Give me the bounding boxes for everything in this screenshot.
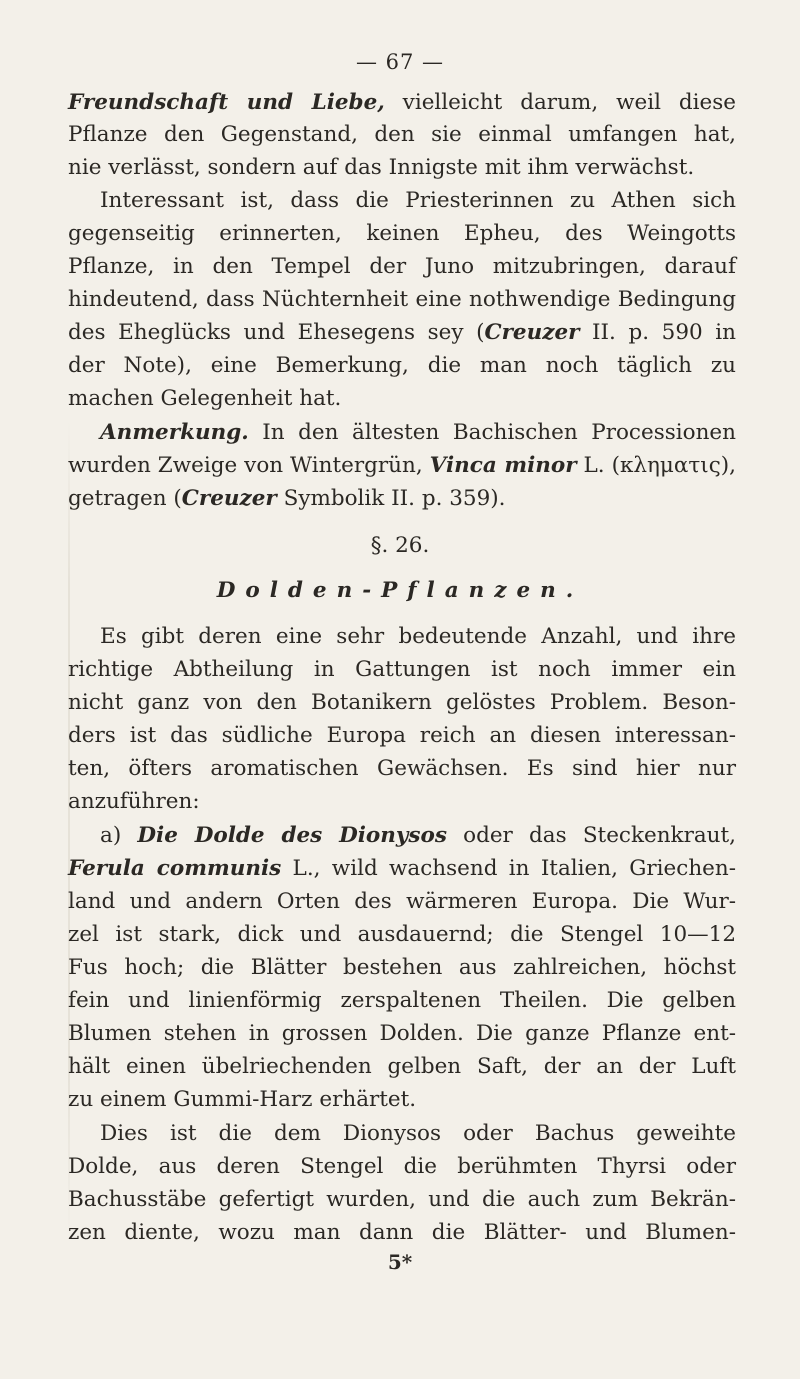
text-line: der Note), eine Bemerkung, die man noch täglich zu [68, 353, 736, 378]
text-line: richtige Abtheilung in Gattungen ist noch immer ein [68, 657, 736, 682]
text-line: Es gibt deren eine sehr bedeutende Anzahl, und ihre [100, 624, 736, 649]
text-line: ders ist das südliche Europa reich an diesen interessan- [68, 723, 736, 748]
section-title-text: Dolden-Pflanzen. [216, 578, 584, 603]
text-span: II. p. 590 in [579, 320, 737, 345]
text-span: L. (κληματις), [576, 453, 737, 478]
page-number: — 67 — [355, 50, 445, 74]
text-span: vielleicht darum, weil diese [384, 90, 737, 115]
text-line: zu einem Gummi-Harz erhärtet. [68, 1087, 417, 1112]
text-line: Dies ist die dem Dionysos oder Bachus geweihte [100, 1121, 736, 1146]
text-line: Interessant ist, dass die Priesterinnen zu Athen sich [100, 188, 736, 213]
text-line: hindeutend, dass Nüchternheit eine nothwendige Bedingung [68, 287, 736, 312]
text-line: zel ist stark, dick und ausdauernd; die Stengel 10—12 [68, 922, 736, 947]
text-line: Blumen stehen in grossen Dolden. Die ganze Pflanze ent- [68, 1021, 736, 1046]
text-line: Pflanze den Gegenstand, den sie einmal umfangen hat, [68, 122, 736, 147]
text-line: nie verlässt, sondern auf das Innigste mit ihm verwächst. [68, 155, 695, 180]
text-line: Pflanze, in den Tempel der Juno mitzubringen, darauf [68, 254, 736, 279]
text-line [68, 858, 736, 880]
text-line [68, 92, 736, 114]
text-line: anzuführen: [68, 789, 200, 814]
text-span: wurden Zweige von Wintergrün, [68, 453, 430, 478]
text-line: machen Gelegenheit hat. [68, 386, 342, 411]
text-line: Fus hoch; die Blätter bestehen aus zahlreichen, höchst [68, 955, 736, 980]
text-line [68, 322, 736, 344]
text-line: fein und linienförmig zerspaltenen Theilen. Die gelben [68, 988, 736, 1013]
text-span: oder das Steckenkraut, [446, 823, 737, 848]
author-name: Creuzer [484, 320, 580, 345]
note-line [100, 422, 736, 444]
text-line [100, 825, 736, 847]
signature-mark: 5* [387, 1250, 413, 1274]
text-line: nicht ganz von den Botanikern gelöstes Problem. Beson- [68, 690, 736, 715]
text-span: Symbolik II. p. 359). [276, 486, 506, 511]
note-label: Anmerkung. [100, 420, 249, 445]
text-span: a) [100, 823, 138, 848]
author-name: Creuzer [181, 486, 277, 511]
note-line [68, 455, 736, 477]
text-span: L., wild wachsend in Italien, Griechen- [281, 856, 737, 881]
text-line: Bachusstäbe gefertigt wurden, und die auch zum Bekrän- [68, 1187, 736, 1212]
text-span: In den ältesten Bachischen Processionen [248, 420, 736, 445]
text-line: Dolde, aus deren Stengel die berühmten Thyrsi oder [68, 1154, 736, 1179]
section-title [0, 578, 800, 603]
text-span: des Eheglücks und Ehesegens sey ( [68, 320, 485, 345]
text-line: zen diente, wozu man dann die Blätter- und Blumen- [68, 1220, 736, 1245]
note-line [68, 488, 736, 510]
text-line: ten, öfters aromatischen Gewächsen. Es sind hier nur [68, 756, 736, 781]
section-number: §. 26. [370, 533, 430, 558]
italic-phrase: Freundschaft und Liebe, [68, 90, 385, 115]
plant-name: Vinca minor [429, 453, 577, 478]
text-line: gegenseitig erinnerten, keinen Epheu, des Weingotts [68, 221, 736, 246]
text-line: hält einen übelriechenden gelben Saft, der an der Luft [68, 1054, 736, 1079]
plant-name: Die Dolde des Dionysos [137, 823, 447, 848]
text-line: land und andern Orten des wärmeren Europa. Die Wur- [68, 889, 736, 914]
plant-name: Ferula communis [68, 856, 282, 881]
text-span: getragen ( [68, 486, 182, 511]
